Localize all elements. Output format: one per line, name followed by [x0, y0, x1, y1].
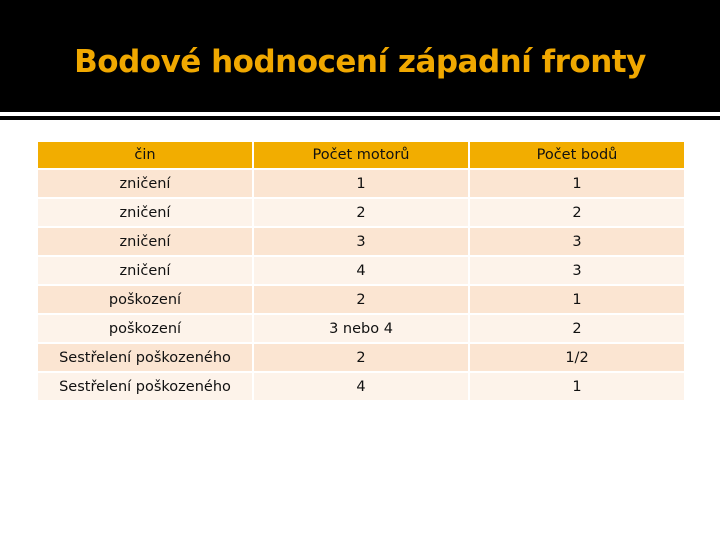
title-divider	[0, 116, 720, 120]
cell-cin: poškození	[38, 315, 252, 342]
table-row	[38, 199, 684, 226]
cell-points: 2	[470, 199, 684, 226]
slide-title: Bodové hodnocení západní fronty	[74, 44, 646, 80]
cell-cin: zničení	[38, 257, 252, 284]
table-row	[38, 228, 684, 255]
cell-motors: 3 nebo 4	[254, 315, 468, 342]
cell-points: 1	[470, 286, 684, 313]
table-row	[38, 170, 684, 197]
table-header-row	[38, 142, 684, 168]
cell-motors: 1	[254, 170, 468, 197]
cell-motors: 3	[254, 228, 468, 255]
table-row	[38, 257, 684, 284]
cell-cin: poškození	[38, 286, 252, 313]
header-pocet-motoru: Počet motorů	[254, 142, 468, 168]
cell-cin: Sestřelení poškozeného	[38, 373, 252, 400]
cell-points: 3	[470, 228, 684, 255]
table-row	[38, 315, 684, 342]
cell-motors: 2	[254, 286, 468, 313]
score-table	[36, 140, 686, 402]
header-cin: čin	[38, 142, 252, 168]
table-row	[38, 373, 684, 400]
table-row	[38, 344, 684, 371]
header-pocet-bodu: Počet bodů	[470, 142, 684, 168]
cell-cin: Sestřelení poškozeného	[38, 344, 252, 371]
cell-motors: 2	[254, 344, 468, 371]
cell-points: 3	[470, 257, 684, 284]
cell-motors: 4	[254, 373, 468, 400]
cell-points: 1	[470, 373, 684, 400]
cell-cin: zničení	[38, 199, 252, 226]
cell-points: 2	[470, 315, 684, 342]
cell-cin: zničení	[38, 228, 252, 255]
cell-cin: zničení	[38, 170, 252, 197]
cell-points: 1	[470, 170, 684, 197]
cell-motors: 4	[254, 257, 468, 284]
cell-motors: 2	[254, 199, 468, 226]
cell-points: 1/2	[470, 344, 684, 371]
table-row	[38, 286, 684, 313]
